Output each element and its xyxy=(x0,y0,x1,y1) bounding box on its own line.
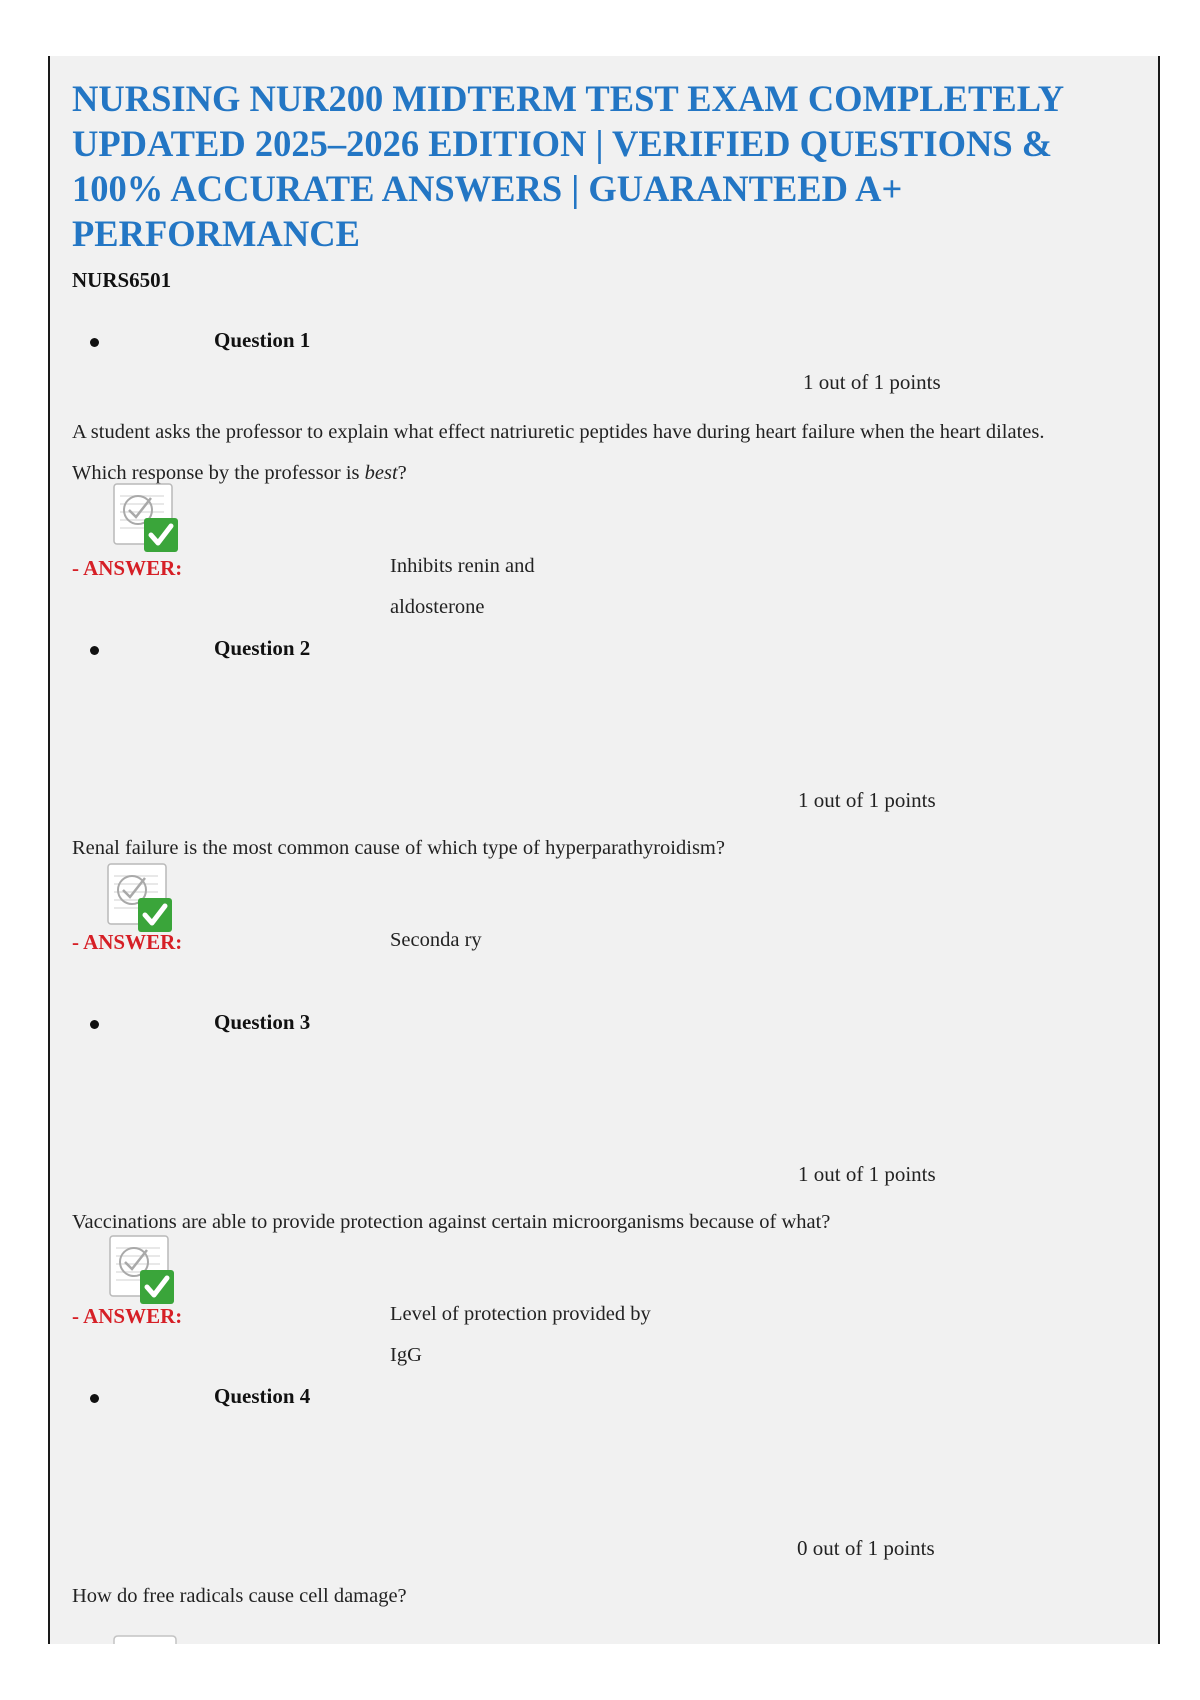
document-check-icon xyxy=(112,1634,178,1644)
question-label: Question 4 xyxy=(214,1384,311,1408)
document-check-icon xyxy=(104,1234,176,1308)
answer-text: Inhibits renin and aldosterone xyxy=(390,555,535,618)
bullet-icon xyxy=(90,1394,99,1403)
answer-text: Level of protection provided by IgG xyxy=(390,1303,651,1366)
question-label: Question 2 xyxy=(214,636,311,660)
points-score: 1 out of 1 points xyxy=(803,370,941,394)
question-text: How do free radicals cause cell damage? xyxy=(72,1585,407,1607)
document-title: NURSING NUR200 MIDTERM TEST EXAM COMPLETELY UPDATED 2025–2026 EDITION | VERIFIED QUESTIONS & 100% ACCURATE ANSWERS | GUARANTEED A+ PERFORMANCE xyxy=(72,78,1063,254)
bullet-icon xyxy=(90,1020,99,1029)
question-text: Vaccinations are able to provide protection against certain microorganisms because of what? xyxy=(72,1211,831,1233)
question-label: Question 1 xyxy=(214,328,311,352)
bullet-icon xyxy=(90,338,99,347)
course-code: NURS6501 xyxy=(72,268,172,292)
answer-label: - ANSWER: xyxy=(72,1304,183,1328)
document-check-icon xyxy=(108,482,180,556)
question-text: A student asks the professor to explain what effect natriuretic peptides have during heart failure when the heart dilates. Which response by the professor is best? xyxy=(72,421,1045,484)
document-page xyxy=(48,56,1160,1644)
answer-label: - ANSWER: xyxy=(72,556,183,580)
answer-text: Seconda ry xyxy=(390,929,482,951)
bullet-icon xyxy=(90,646,99,655)
points-score: 1 out of 1 points xyxy=(798,788,936,812)
document-check-icon xyxy=(102,862,174,936)
question-label: Question 3 xyxy=(214,1010,311,1034)
question-text: Renal failure is the most common cause of which type of hyperparathyroidism? xyxy=(72,837,725,859)
points-score: 1 out of 1 points xyxy=(798,1162,936,1186)
answer-label: - ANSWER: xyxy=(72,930,183,954)
points-score: 0 out of 1 points xyxy=(797,1536,935,1560)
